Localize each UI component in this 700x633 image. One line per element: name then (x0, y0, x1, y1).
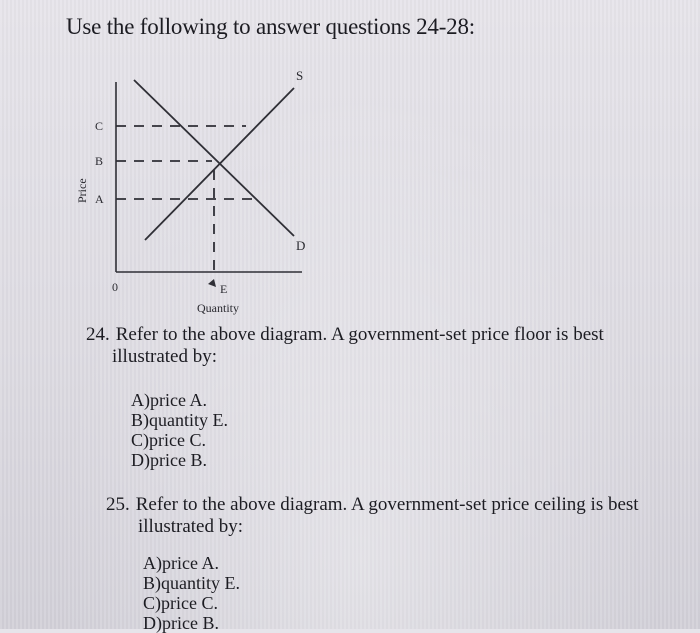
question-25-options (143, 553, 240, 633)
question-25-option-c[interactable]: C)price C. (143, 593, 218, 613)
price-label-a: A (95, 192, 104, 206)
price-label-c: C (95, 119, 104, 133)
quantity-e-arrow-icon (208, 279, 216, 287)
question-24-options (131, 390, 228, 470)
question-25-text-line1: Refer to the above diagram. A government-set price ceiling is best (135, 494, 639, 515)
demand-label: D (296, 238, 306, 253)
question-25-option-d[interactable]: D)price B. (143, 613, 219, 633)
question-25-option-b[interactable]: B)quantity E. (143, 573, 240, 593)
question-24-option-d[interactable]: D)price B. (131, 450, 207, 470)
question-25-number: 25. (106, 494, 130, 515)
question-24-text-line1: Refer to the above diagram. A government-set price floor is best (115, 324, 604, 345)
question-24-option-c[interactable]: C)price C. (131, 430, 206, 450)
price-axis-label: Price (75, 178, 89, 203)
question-25-option-a[interactable]: A)price A. (143, 553, 219, 573)
question-24-option-b[interactable]: B)quantity E. (131, 410, 228, 430)
price-label-b: B (95, 154, 104, 168)
origin-label: 0 (112, 280, 118, 294)
quantity-label-e: E (220, 282, 228, 296)
question-25 (106, 494, 666, 538)
page-title: Use the following to answer questions 24-28: (66, 14, 475, 39)
quantity-axis-label: Quantity (197, 301, 239, 315)
question-24 (86, 324, 646, 368)
question-24-text-line2: illustrated by: (112, 346, 218, 367)
question-24-option-a[interactable]: A)price A. (131, 390, 207, 410)
question-25-text-line2: illustrated by: (138, 516, 244, 537)
question-24-number: 24. (86, 324, 110, 345)
supply-label: S (296, 68, 304, 83)
